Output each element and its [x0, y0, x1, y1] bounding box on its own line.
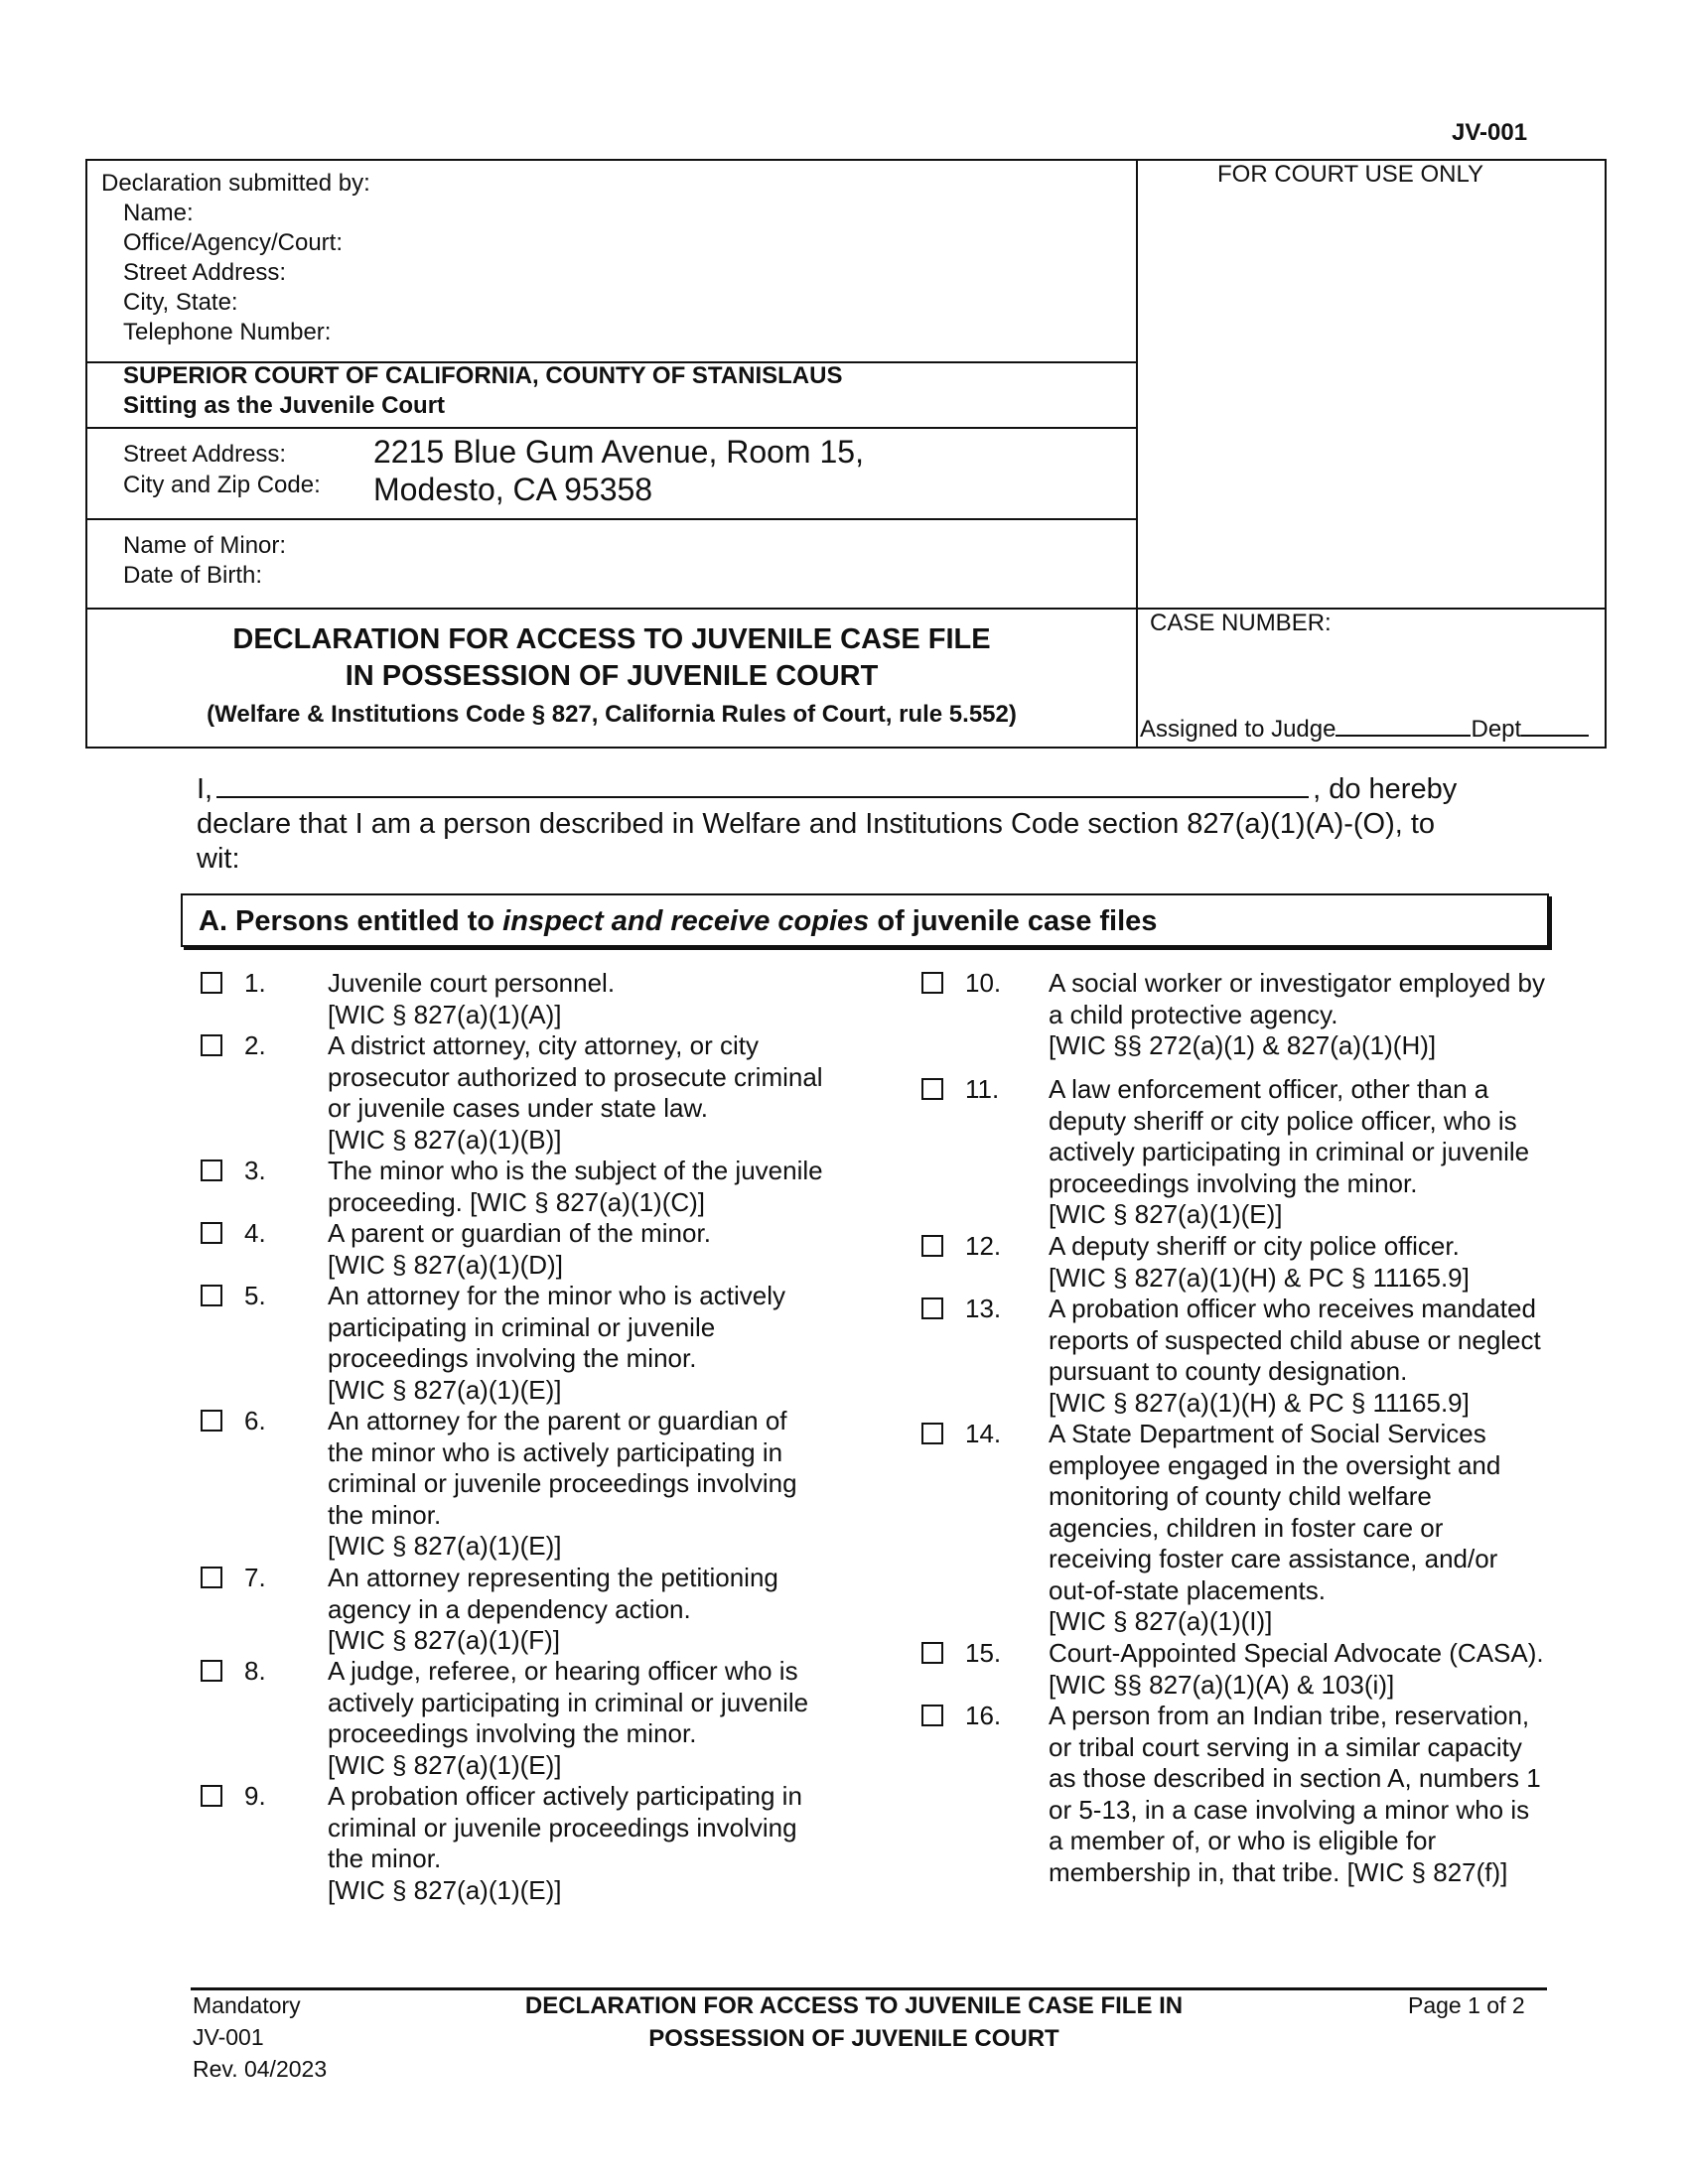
footer-mandatory: Mandatory [193, 1992, 301, 2018]
submitted-by-label: Declaration submitted by: [101, 170, 370, 197]
form-title [87, 621, 1136, 731]
item-text: A social worker or investigator employed by a child protective agency. [WIC §§ 272(a)(1) & 827(a)(1)(H)] [1049, 968, 1546, 1060]
item-text: Juvenile court personnel. [WIC § 827(a)(1)(A)] [328, 968, 616, 1029]
declaration-statement [197, 770, 1557, 877]
minor-dob-label[interactable]: Date of Birth: [123, 562, 263, 589]
item-number: 12. [965, 1231, 1002, 1261]
checkbox[interactable] [201, 1660, 222, 1682]
checkbox[interactable] [201, 1222, 222, 1244]
section-a-header [181, 893, 1549, 947]
checkbox[interactable] [921, 1297, 943, 1319]
form-code: JV-001 [1452, 119, 1528, 146]
checkbox[interactable] [201, 1160, 222, 1181]
item-text: Court-Appointed Special Advocate (CASA). [WIC §§ 827(a)(1)(A) & 103(i)] [1049, 1638, 1544, 1700]
court-name: SUPERIOR COURT OF CALIFORNIA, COUNTY OF STANISLAUS [123, 362, 843, 389]
item-number: 5. [244, 1281, 266, 1310]
court-street-label: Street Address: [123, 441, 287, 468]
item-number: 2. [244, 1030, 266, 1060]
declaration-prefix: I, [197, 773, 213, 805]
item-text: An attorney for the minor who is actively participating in criminal or juvenile proceedings involving the minor. [WIC § 827(a)(1)(E)] [328, 1281, 785, 1405]
case-number-label[interactable]: CASE NUMBER: [1150, 610, 1332, 636]
item-text: A State Department of Social Services employee engaged in the oversight and monitoring of county child welfare agencies, children in foster care or receiving foster care assistance, and/or out-of-state placements. [WIC § 827(a)(1)(I)] [1049, 1419, 1501, 1636]
item-text: An attorney for the parent or guardian of the minor who is actively participating in criminal or juvenile proceedings involving the minor. [WIC § 827(a)(1)(E)] [328, 1406, 797, 1561]
dept-field[interactable] [1521, 713, 1589, 737]
page-number: Page 1 of 2 [1408, 1992, 1525, 2018]
dept-label: Dept [1471, 716, 1522, 743]
footer-form-code: JV-001 [193, 2024, 264, 2050]
checkbox[interactable] [921, 1078, 943, 1100]
divider [87, 518, 1136, 520]
item-number: 6. [244, 1406, 266, 1435]
checkbox[interactable] [201, 972, 222, 994]
checkbox[interactable] [921, 1705, 943, 1726]
checkbox[interactable] [921, 1642, 943, 1664]
item-number: 1. [244, 968, 266, 998]
footer-title-line-2: POSSESSION OF JUVENILE COURT [648, 2025, 1059, 2052]
item-text: A parent or guardian of the minor. [WIC § 827(a)(1)(D)] [328, 1218, 711, 1280]
item-text: An attorney representing the petitioning agency in a dependency action. [WIC § 827(a)(1)(F)] [328, 1563, 778, 1655]
item-text: A judge, referee, or hearing officer who is actively participating in criminal or juvenile proceedings involving the minor. [WIC § 827(a)(1)(E)] [328, 1656, 809, 1780]
item-number: 10. [965, 968, 1002, 998]
name-field-label[interactable]: Name: [123, 200, 194, 226]
item-text: A deputy sheriff or city police officer. [WIC § 827(a)(1)(H) & PC § 11165.9] [1049, 1231, 1470, 1293]
assigned-to-judge[interactable] [1140, 713, 1589, 744]
checkbox[interactable] [201, 1567, 222, 1588]
court-city-value: Modesto, CA 95358 [373, 472, 653, 507]
column-divider [1136, 161, 1138, 747]
item-number: 4. [244, 1218, 266, 1248]
telephone-field-label[interactable]: Telephone Number: [123, 319, 332, 345]
item-text: A district attorney, city attorney, or city prosecutor authorized to prosecute criminal or juvenile cases under state law. [WIC § 827(a)(1)(B)] [328, 1030, 823, 1155]
section-a-suffix: of juvenile case files [869, 905, 1158, 937]
section-a-emphasis: inspect and receive copies [502, 905, 870, 937]
declarant-name-field[interactable] [216, 770, 1309, 798]
declaration-suffix: , do hereby [1313, 773, 1458, 805]
court-city-label: City and Zip Code: [123, 472, 321, 498]
item-number: 14. [965, 1419, 1002, 1448]
checkbox[interactable] [201, 1034, 222, 1056]
office-field-label[interactable]: Office/Agency/Court: [123, 229, 343, 256]
item-number: 9. [244, 1781, 266, 1811]
divider [87, 608, 1605, 610]
street-field-label[interactable]: Street Address: [123, 259, 287, 286]
item-text: A law enforcement officer, other than a deputy sheriff or city police officer, who is actively participating in criminal or juvenile proceedings involving the minor. [WIC § 827(a)(1)(E)] [1049, 1074, 1530, 1229]
item-number: 16. [965, 1701, 1002, 1730]
section-a-prefix: A. Persons entitled to [199, 905, 503, 937]
checkbox[interactable] [201, 1785, 222, 1807]
title-citation: (Welfare & Institutions Code § 827, California Rules of Court, rule 5.552) [207, 701, 1017, 728]
court-sitting: Sitting as the Juvenile Court [123, 392, 446, 419]
minor-name-label[interactable]: Name of Minor: [123, 532, 287, 559]
declaration-line-2: declare that I am a person described in Welfare and Institutions Code section 827(a)(1)(A)-(O), to [197, 808, 1436, 840]
item-number: 11. [965, 1074, 1000, 1104]
item-text: A probation officer who receives mandated reports of suspected child abuse or neglect pursuant to county designation. [WIC § 827(a)(1)(H) & PC § 11165.9] [1049, 1294, 1541, 1418]
footer-title-line-1: DECLARATION FOR ACCESS TO JUVENILE CASE FILE IN [524, 1992, 1184, 2019]
checkbox[interactable] [921, 972, 943, 994]
item-number: 7. [244, 1563, 266, 1592]
footer-title [496, 1989, 1211, 2055]
checkbox[interactable] [921, 1423, 943, 1444]
item-number: 13. [965, 1294, 1002, 1323]
item-text: A person from an Indian tribe, reservation, or tribal court serving in a similar capacity as those described in section A, numbers 1 or 5-13, in a case involving a minor who is a member of, or who is eligible for membership in, that tribe. [WIC § 827(f)] [1049, 1701, 1541, 1887]
checkbox[interactable] [201, 1285, 222, 1306]
court-street-value: 2215 Blue Gum Avenue, Room 15, [373, 434, 864, 470]
item-text: The minor who is the subject of the juvenile proceeding. [WIC § 827(a)(1)(C)] [328, 1156, 823, 1217]
item-number: 15. [965, 1638, 1002, 1668]
city-field-label[interactable]: City, State: [123, 289, 238, 316]
title-line-1: DECLARATION FOR ACCESS TO JUVENILE CASE FILE [232, 623, 991, 655]
item-number: 8. [244, 1656, 266, 1686]
assigned-label: Assigned to Judge [1140, 716, 1336, 743]
checkbox[interactable] [201, 1410, 222, 1432]
declaration-line-3: wit: [197, 843, 240, 875]
judge-field[interactable] [1336, 713, 1471, 737]
item-number: 3. [244, 1156, 266, 1185]
title-line-2: IN POSSESSION OF JUVENILE COURT [345, 660, 879, 692]
footer-revision: Rev. 04/2023 [193, 2056, 328, 2082]
footer-left [193, 1989, 327, 2085]
court-use-label: FOR COURT USE ONLY [1217, 161, 1484, 188]
divider [87, 427, 1136, 429]
checkbox[interactable] [921, 1235, 943, 1257]
item-text: A probation officer actively participating in criminal or juvenile proceedings involving the minor. [WIC § 827(a)(1)(E)] [328, 1781, 802, 1905]
